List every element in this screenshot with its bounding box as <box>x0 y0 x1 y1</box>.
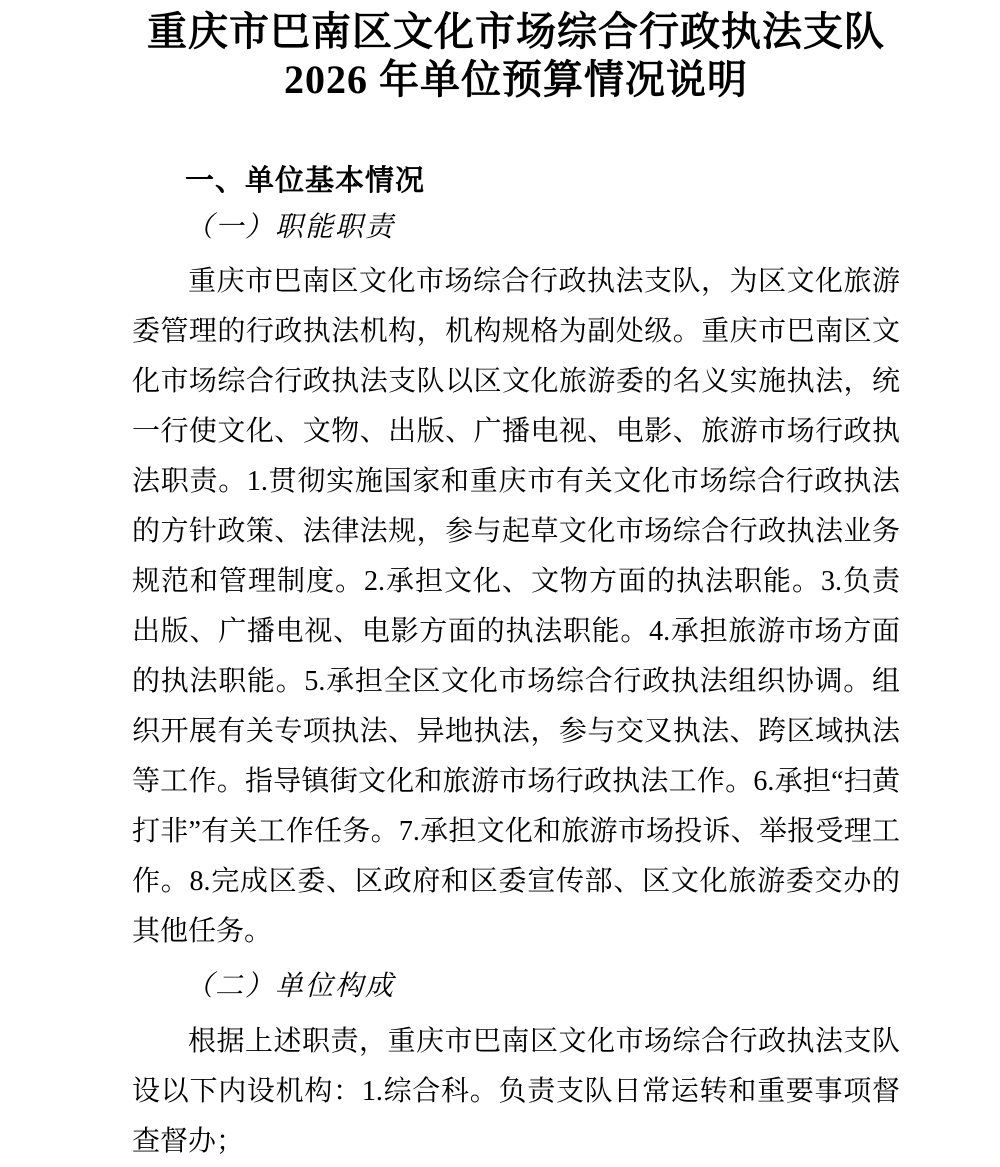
paragraph-functions-duties: 重庆市巴南区文化市场综合行政执法支队，为区文化旅游委管理的行政执法机构，机构规格为副处级。重庆市巴南区文化市场综合行政执法支队以区文化旅游委的名义实施执法，统一行使文化、文物、出版、广播电视、电影、旅游市场行政执法职责。1.贯彻实施国家和重庆市有关文化市场综合行政执法的方针政策、法律法规，参与起草文化市场综合行政执法业务规范和管理制度。2.承担文化、文物方面的执法职能。3.负责出版、广播电视、电影方面的执法职能。4.承担旅游市场方面的执法职能。5.承担全区文化市场综合行政执法组织协调。组织开展有关专项执法、异地执法，参与交叉执法、跨区域执法等工作。指导镇街文化和旅游市场行政执法工作。6.承担“扫黄打非”有关工作任务。7.承担文化和旅游市场投诉、举报受理工作。8.完成区委、区政府和区委宣传部、区文化旅游委交办的其他任务。 <box>132 266 900 947</box>
subsection-heading-functions-duties: （一）职能职责 <box>185 212 396 243</box>
paragraph-unit-composition: 根据上述职责，重庆市巴南区文化市场综合行政执法支队设以下内设机构：1.综合科。负责支队日常运转和重要事项督查督办； <box>132 1026 900 1157</box>
document-title-line-1: 重庆市巴南区文化市场综合行政执法支队 <box>147 9 885 54</box>
document-title <box>132 8 900 104</box>
section-heading-unit-basic-info: 一、单位基本情况 <box>185 165 426 197</box>
document-title-line-2: 2026 年单位预算情况说明 <box>284 57 748 102</box>
subsection-heading-unit-composition: （二）单位构成 <box>185 971 396 1002</box>
